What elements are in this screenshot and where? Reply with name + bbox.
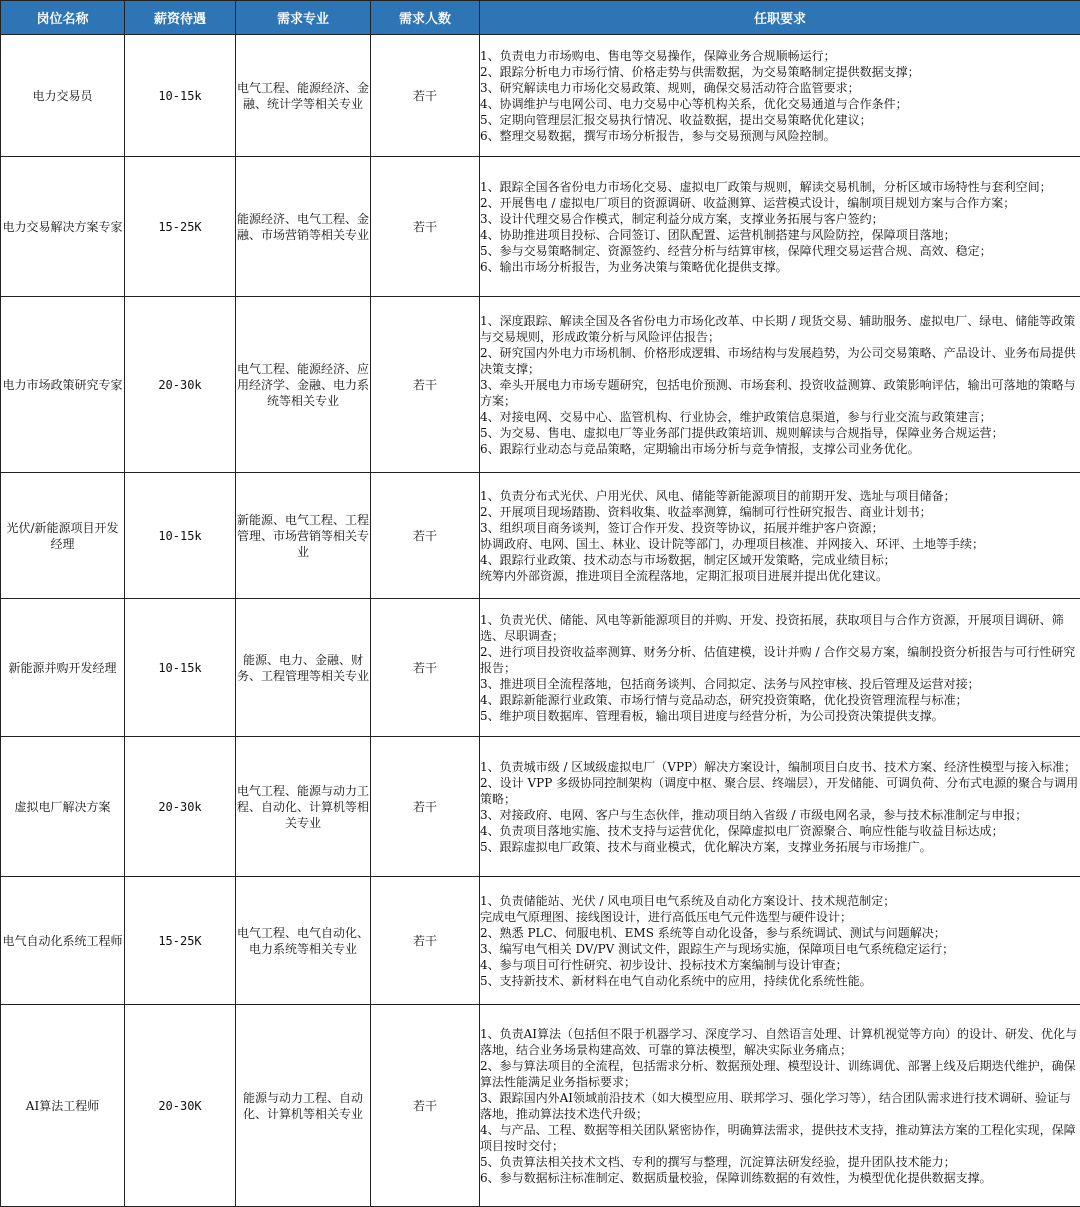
major-cell: 电气工程、能源经济、金融、统计学等相关专业	[236, 35, 371, 157]
header-count: 需求人数	[371, 1, 480, 35]
requirement-line: 1、深度跟踪、解读全国及各省份电力市场化改革、中长期 / 现货交易、辅助服务、虚拟电厂、绿电、储能等政策与交易规则，形成政策分析与风险评估报告；	[480, 313, 1080, 345]
job-title-cell: 电力交易员	[1, 35, 125, 157]
job-title-cell: AI算法工程师	[1, 1005, 125, 1207]
requirement-line: 3、牵头开展电力市场专题研究，包括电价预测、市场套利、投资收益测算、政策影响评估，输出可落地的策略与方案；	[480, 377, 1080, 409]
requirement-line: 2、参与算法项目的全流程，包括需求分析、数据预处理、模型设计、训练调优、部署上线及后期迭代维护，确保算法性能满足业务指标要求；	[480, 1058, 1080, 1090]
requirement-line: 3、编写电气相关 DV/PV 测试文件，跟踪生产与现场实施，保障项目电气系统稳定运行；	[480, 941, 1080, 957]
major-cell: 电气工程、能源经济、应用经济学、金融、电力系统等相关专业	[236, 297, 371, 473]
requirements-cell	[480, 1005, 1080, 1207]
table-row	[1, 599, 1080, 737]
requirement-line: 5、维护项目数据库、管理看板，输出项目进度与经营分析，为公司投资决策提供支撑。	[480, 708, 1080, 724]
requirement-line: 4、协助推进项目投标、合同签订、团队配置、运营机制搭建与风险防控，保障项目落地；	[480, 227, 1080, 243]
table-row	[1, 877, 1080, 1005]
requirement-line: 5、定期向管理层汇报交易执行情况、收益数据，提出交易策略优化建议；	[480, 112, 1080, 128]
major-cell: 能源经济、电气工程、金融、市场营销等相关专业	[236, 157, 371, 297]
requirement-line: 4、跟踪新能源行业政策、市场行情与竞品动态，研究投资策略，优化投资管理流程与标准；	[480, 692, 1080, 708]
salary-cell: 10-15k	[125, 599, 236, 737]
job-title-cell: 电力市场政策研究专家	[1, 297, 125, 473]
requirement-line: 4、对接电网、交易中心、监管机构、行业协会，维护政策信息渠道，参与行业交流与政策建言；	[480, 409, 1080, 425]
requirement-line: 协调政府、电网、国土、林业、设计院等部门，办理项目核准、并网接入、环评、土地等手续；	[480, 536, 1080, 552]
headcount-cell: 若干	[371, 473, 480, 599]
requirement-line: 2、研究国内外电力市场机制、价格形成逻辑、市场结构与发展趋势，为公司交易策略、产品设计、业务布局提供决策支撑；	[480, 345, 1080, 377]
headcount-cell: 若干	[371, 877, 480, 1005]
requirement-line: 6、跟踪行业动态与竞品策略，定期输出市场分析与竞争情报，支撑公司业务优化。	[480, 441, 1080, 457]
requirements-cell	[480, 737, 1080, 877]
header-requirements: 任职要求	[480, 1, 1080, 35]
table-row	[1, 297, 1080, 473]
requirement-line: 4、与产品、工程、数据等相关团队紧密协作，明确算法需求，提供技术支持，推动算法方案的工程化实现，保障项目按时交付；	[480, 1122, 1080, 1154]
requirement-line: 3、跟踪国内外AI领域前沿技术（如大模型应用、联邦学习、强化学习等），结合团队需求进行技术调研、验证与落地，推动算法技术迭代升级；	[480, 1090, 1080, 1122]
headcount-cell: 若干	[371, 1005, 480, 1207]
requirements-cell	[480, 599, 1080, 737]
requirement-line: 1、跟踪全国各省份电力市场化交易、虚拟电厂政策与规则，解读交易机制，分析区域市场特性与套利空间；	[480, 179, 1080, 195]
headcount-cell: 若干	[371, 599, 480, 737]
job-title-cell: 电力交易解决方案专家	[1, 157, 125, 297]
header-salary: 薪资待遇	[125, 1, 236, 35]
major-cell: 能源、电力、金融、财务、工程管理等相关专业	[236, 599, 371, 737]
table-row	[1, 473, 1080, 599]
table-row	[1, 1005, 1080, 1207]
headcount-cell: 若干	[371, 297, 480, 473]
salary-cell: 20-30k	[125, 297, 236, 473]
requirement-line: 1、负责AI算法（包括但不限于机器学习、深度学习、自然语言处理、计算机视觉等方向）的设计、研发、优化与落地，结合业务场景构建高效、可靠的算法模型，解决实际业务痛点；	[480, 1026, 1080, 1058]
requirement-line: 2、设计 VPP 多级协同控制架构（调度中枢、聚合层、终端层），开发储能、可调负荷、分布式电源的聚合与调用策略；	[480, 775, 1080, 807]
major-cell: 能源与动力工程、自动化、计算机等相关专业	[236, 1005, 371, 1207]
major-cell: 电气工程、能源与动力工程、自动化、计算机等相关专业	[236, 737, 371, 877]
job-title-cell: 新能源并购开发经理	[1, 599, 125, 737]
salary-cell: 20-30K	[125, 1005, 236, 1207]
requirement-line: 1、负责电力市场购电、售电等交易操作，保障业务合规顺畅运行；	[480, 48, 1080, 64]
requirement-line: 6、整理交易数据，撰写市场分析报告，参与交易预测与风险控制。	[480, 128, 1080, 144]
requirements-cell	[480, 877, 1080, 1005]
job-title-cell: 电气自动化系统工程师	[1, 877, 125, 1005]
header-major: 需求专业	[236, 1, 371, 35]
major-cell: 电气工程、电气自动化、电力系统等相关专业	[236, 877, 371, 1005]
job-title-cell: 光伏/新能源项目开发经理	[1, 473, 125, 599]
headcount-cell: 若干	[371, 157, 480, 297]
table-row	[1, 737, 1080, 877]
requirement-line: 3、组织项目商务谈判，签订合作开发、投资等协议，拓展并维护客户资源；	[480, 520, 1080, 536]
requirement-line: 1、负责光伏、储能、风电等新能源项目的并购、开发、投资拓展，获取项目与合作方资源，开展项目调研、筛选、尽职调查；	[480, 612, 1080, 644]
requirements-cell	[480, 157, 1080, 297]
headcount-cell: 若干	[371, 737, 480, 877]
requirement-line: 2、进行项目投资收益率测算、财务分析、估值建模，设计并购 / 合作交易方案，编制投资分析报告与可行性研究报告；	[480, 644, 1080, 676]
requirement-line: 5、负责算法相关技术文档、专利的撰写与整理，沉淀算法研发经验，提升团队技术能力；	[480, 1154, 1080, 1170]
job-title-cell: 虚拟电厂解决方案	[1, 737, 125, 877]
requirement-line: 3、对接政府、电网、客户与生态伙伴，推动项目纳入省级 / 市级电网名录，参与技术标准制定与申报；	[480, 807, 1080, 823]
requirement-line: 5、支持新技术、新材料在电气自动化系统中的应用，持续优化系统性能。	[480, 973, 1080, 989]
requirement-line: 5、跟踪虚拟电厂政策、技术与商业模式，优化解决方案，支撑业务拓展与市场推广。	[480, 839, 1080, 855]
requirement-line: 1、负责储能站、光伏 / 风电项目电气系统及自动化方案设计、技术规范制定；	[480, 893, 1080, 909]
header-title: 岗位名称	[1, 1, 125, 35]
requirement-line: 6、输出市场分析报告，为业务决策与策略优化提供支撑。	[480, 259, 1080, 275]
requirement-line: 4、跟踪行业政策、技术动态与市场数据，制定区域开发策略，完成业绩目标；	[480, 552, 1080, 568]
salary-cell: 10-15k	[125, 473, 236, 599]
requirements-cell	[480, 473, 1080, 599]
requirement-line: 2、开展售电 / 虚拟电厂项目的资源调研、收益测算、运营模式设计，编制项目规划方案与合作方案；	[480, 195, 1080, 211]
requirement-line: 3、推进项目全流程落地，包括商务谈判、合同拟定、法务与风控审核、投后管理及运营对接；	[480, 676, 1080, 692]
table-row	[1, 157, 1080, 297]
requirements-cell	[480, 297, 1080, 473]
requirement-line: 4、负责项目落地实施、技术支持与运营优化，保障虚拟电厂资源聚合、响应性能与收益目标达成；	[480, 823, 1080, 839]
requirement-line: 6、参与数据标注标准制定、数据质量校验，保障训练数据的有效性，为模型优化提供数据支撑。	[480, 1170, 1080, 1186]
table-row	[1, 35, 1080, 157]
requirement-line: 5、为交易、售电、虚拟电厂等业务部门提供政策培训、规则解读与合规指导，保障业务合规运营；	[480, 425, 1080, 441]
requirement-line: 2、开展项目现场踏勘、资料收集、收益率测算，编制可行性研究报告、商业计划书；	[480, 504, 1080, 520]
salary-cell: 15-25K	[125, 877, 236, 1005]
salary-cell: 20-30k	[125, 737, 236, 877]
major-cell: 新能源、电气工程、工程管理、市场营销等相关专业	[236, 473, 371, 599]
header-row	[1, 1, 1080, 35]
requirement-line: 4、参与项目可行性研究、初步设计、投标技术方案编制与设计审查；	[480, 957, 1080, 973]
requirement-line: 3、设计代理交易合作模式，制定利益分成方案，支撑业务拓展与客户签约；	[480, 211, 1080, 227]
requirement-line: 5、参与交易策略制定、资源签约、经营分析与结算审核，保障代理交易运营合规、高效、稳定；	[480, 243, 1080, 259]
requirement-line: 统筹内外部资源，推进项目全流程落地，定期汇报项目进展并提出优化建议。	[480, 568, 1080, 584]
requirement-line: 1、负责城市级 / 区域级虚拟电厂（VPP）解决方案设计，编制项目白皮书、技术方案、经济性模型与接入标准；	[480, 759, 1080, 775]
requirement-line: 4、协调维护与电网公司、电力交易中心等机构关系，优化交易通道与合作条件；	[480, 96, 1080, 112]
salary-cell: 15-25K	[125, 157, 236, 297]
requirement-line: 2、跟踪分析电力市场行情、价格走势与供需数据，为交易策略制定提供数据支撑；	[480, 64, 1080, 80]
headcount-cell: 若干	[371, 35, 480, 157]
requirement-line: 3、研究解读电力市场化交易政策、规则，确保交易活动符合监管要求；	[480, 80, 1080, 96]
requirement-line: 2、熟悉 PLC、伺服电机、EMS 系统等自动化设备，参与系统调试、测试与问题解决；	[480, 925, 1080, 941]
requirements-cell	[480, 35, 1080, 157]
requirement-line: 1、负责分布式光伏、户用光伏、风电、储能等新能源项目的前期开发、选址与项目储备；	[480, 488, 1080, 504]
salary-cell: 10-15k	[125, 35, 236, 157]
requirement-line: 完成电气原理图、接线图设计，进行高低压电气元件选型与硬件设计；	[480, 909, 1080, 925]
